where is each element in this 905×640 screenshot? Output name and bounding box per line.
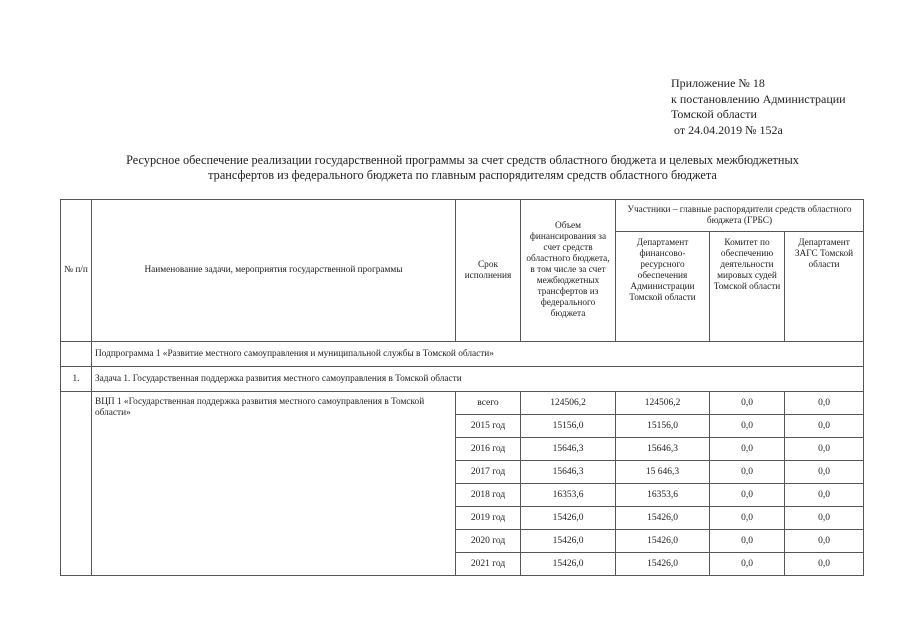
period-cell: 2017 год	[456, 461, 521, 484]
period-cell: 2015 год	[456, 415, 521, 438]
period-cell: 2021 год	[456, 553, 521, 576]
empty-cell	[61, 392, 92, 576]
header-committee: Комитет по обеспечению деятельности мировых судей Томской области	[710, 232, 785, 342]
dept-finance-cell: 124506,2	[616, 392, 710, 415]
period-cell: 2020 год	[456, 530, 521, 553]
appendix-line: Томской области	[671, 107, 757, 121]
volume-cell: 15646,3	[521, 461, 616, 484]
volume-cell: 124506,2	[521, 392, 616, 415]
header-dept-finance: Департамент финансово-ресурсного обеспечения Администрации Томской области	[616, 232, 710, 342]
task-number: 1.	[61, 367, 92, 392]
committee-cell: 0,0	[710, 461, 785, 484]
appendix-line: Приложение № 18	[671, 76, 765, 90]
volume-cell: 15156,0	[521, 415, 616, 438]
volume-cell: 15426,0	[521, 553, 616, 576]
task-row: Задача 1. Государственная поддержка развития местного самоуправления в Томской области	[92, 367, 864, 392]
volume-cell: 15426,0	[521, 530, 616, 553]
dept-finance-cell: 15426,0	[616, 530, 710, 553]
title-line: Ресурсное обеспечение реализации государственной программы за счет средств областного бюджета и целевых межбюджетных	[126, 153, 799, 167]
volume-cell: 15646,3	[521, 438, 616, 461]
header-name: Наименование задачи, мероприятия государственной программы	[92, 200, 456, 342]
period-cell: 2018 год	[456, 484, 521, 507]
zags-cell: 0,0	[785, 553, 864, 576]
document-title	[60, 153, 865, 183]
zags-cell: 0,0	[785, 461, 864, 484]
dept-finance-cell: 16353,6	[616, 484, 710, 507]
title-line: трансфертов из федерального бюджета по главным распорядителям средств областного бюджета	[208, 168, 717, 182]
committee-cell: 0,0	[710, 507, 785, 530]
period-cell: 2016 год	[456, 438, 521, 461]
zags-cell: 0,0	[785, 507, 864, 530]
committee-cell: 0,0	[710, 415, 785, 438]
dept-finance-cell: 15426,0	[616, 507, 710, 530]
committee-cell: 0,0	[710, 553, 785, 576]
appendix-line: от 24.04.2019 № 152а	[674, 122, 783, 137]
dept-finance-cell: 15426,0	[616, 553, 710, 576]
committee-cell: 0,0	[710, 392, 785, 415]
period-cell: 2019 год	[456, 507, 521, 530]
header-num: № п/п	[61, 200, 92, 342]
committee-cell: 0,0	[710, 530, 785, 553]
zags-cell: 0,0	[785, 438, 864, 461]
zags-cell: 0,0	[785, 484, 864, 507]
header-volume: Объем финансирования за счет средств областного бюджета, в том числе за счет межбюджетных трансфертов из федерального бюджета	[521, 200, 616, 342]
volume-cell: 15426,0	[521, 507, 616, 530]
appendix-line: к постановлению Администрации	[671, 91, 846, 106]
resource-table	[60, 199, 864, 576]
zags-cell: 0,0	[785, 415, 864, 438]
empty-cell	[61, 342, 92, 367]
dept-finance-cell: 15156,0	[616, 415, 710, 438]
dept-finance-cell: 15646,3	[616, 438, 710, 461]
vcp-name-cell: ВЦП 1 «Государственная поддержка развития местного самоуправления в Томской области»	[92, 392, 456, 576]
zags-cell: 0,0	[785, 530, 864, 553]
zags-cell: 0,0	[785, 392, 864, 415]
header-zags: Департамент ЗАГС Томской области	[785, 232, 864, 342]
committee-cell: 0,0	[710, 438, 785, 461]
committee-cell: 0,0	[710, 484, 785, 507]
period-cell: всего	[456, 392, 521, 415]
table-row	[61, 392, 864, 415]
header-term: Срок исполнения	[456, 200, 521, 342]
header-participants: Участники – главные распорядители средств областного бюджета (ГРБС)	[616, 200, 864, 232]
appendix-block	[671, 76, 846, 138]
subprogram-row: Подпрограмма 1 «Развитие местного самоуправления и муниципальной службы в Томской области»	[92, 342, 864, 367]
volume-cell: 16353,6	[521, 484, 616, 507]
dept-finance-cell: 15 646,3	[616, 461, 710, 484]
